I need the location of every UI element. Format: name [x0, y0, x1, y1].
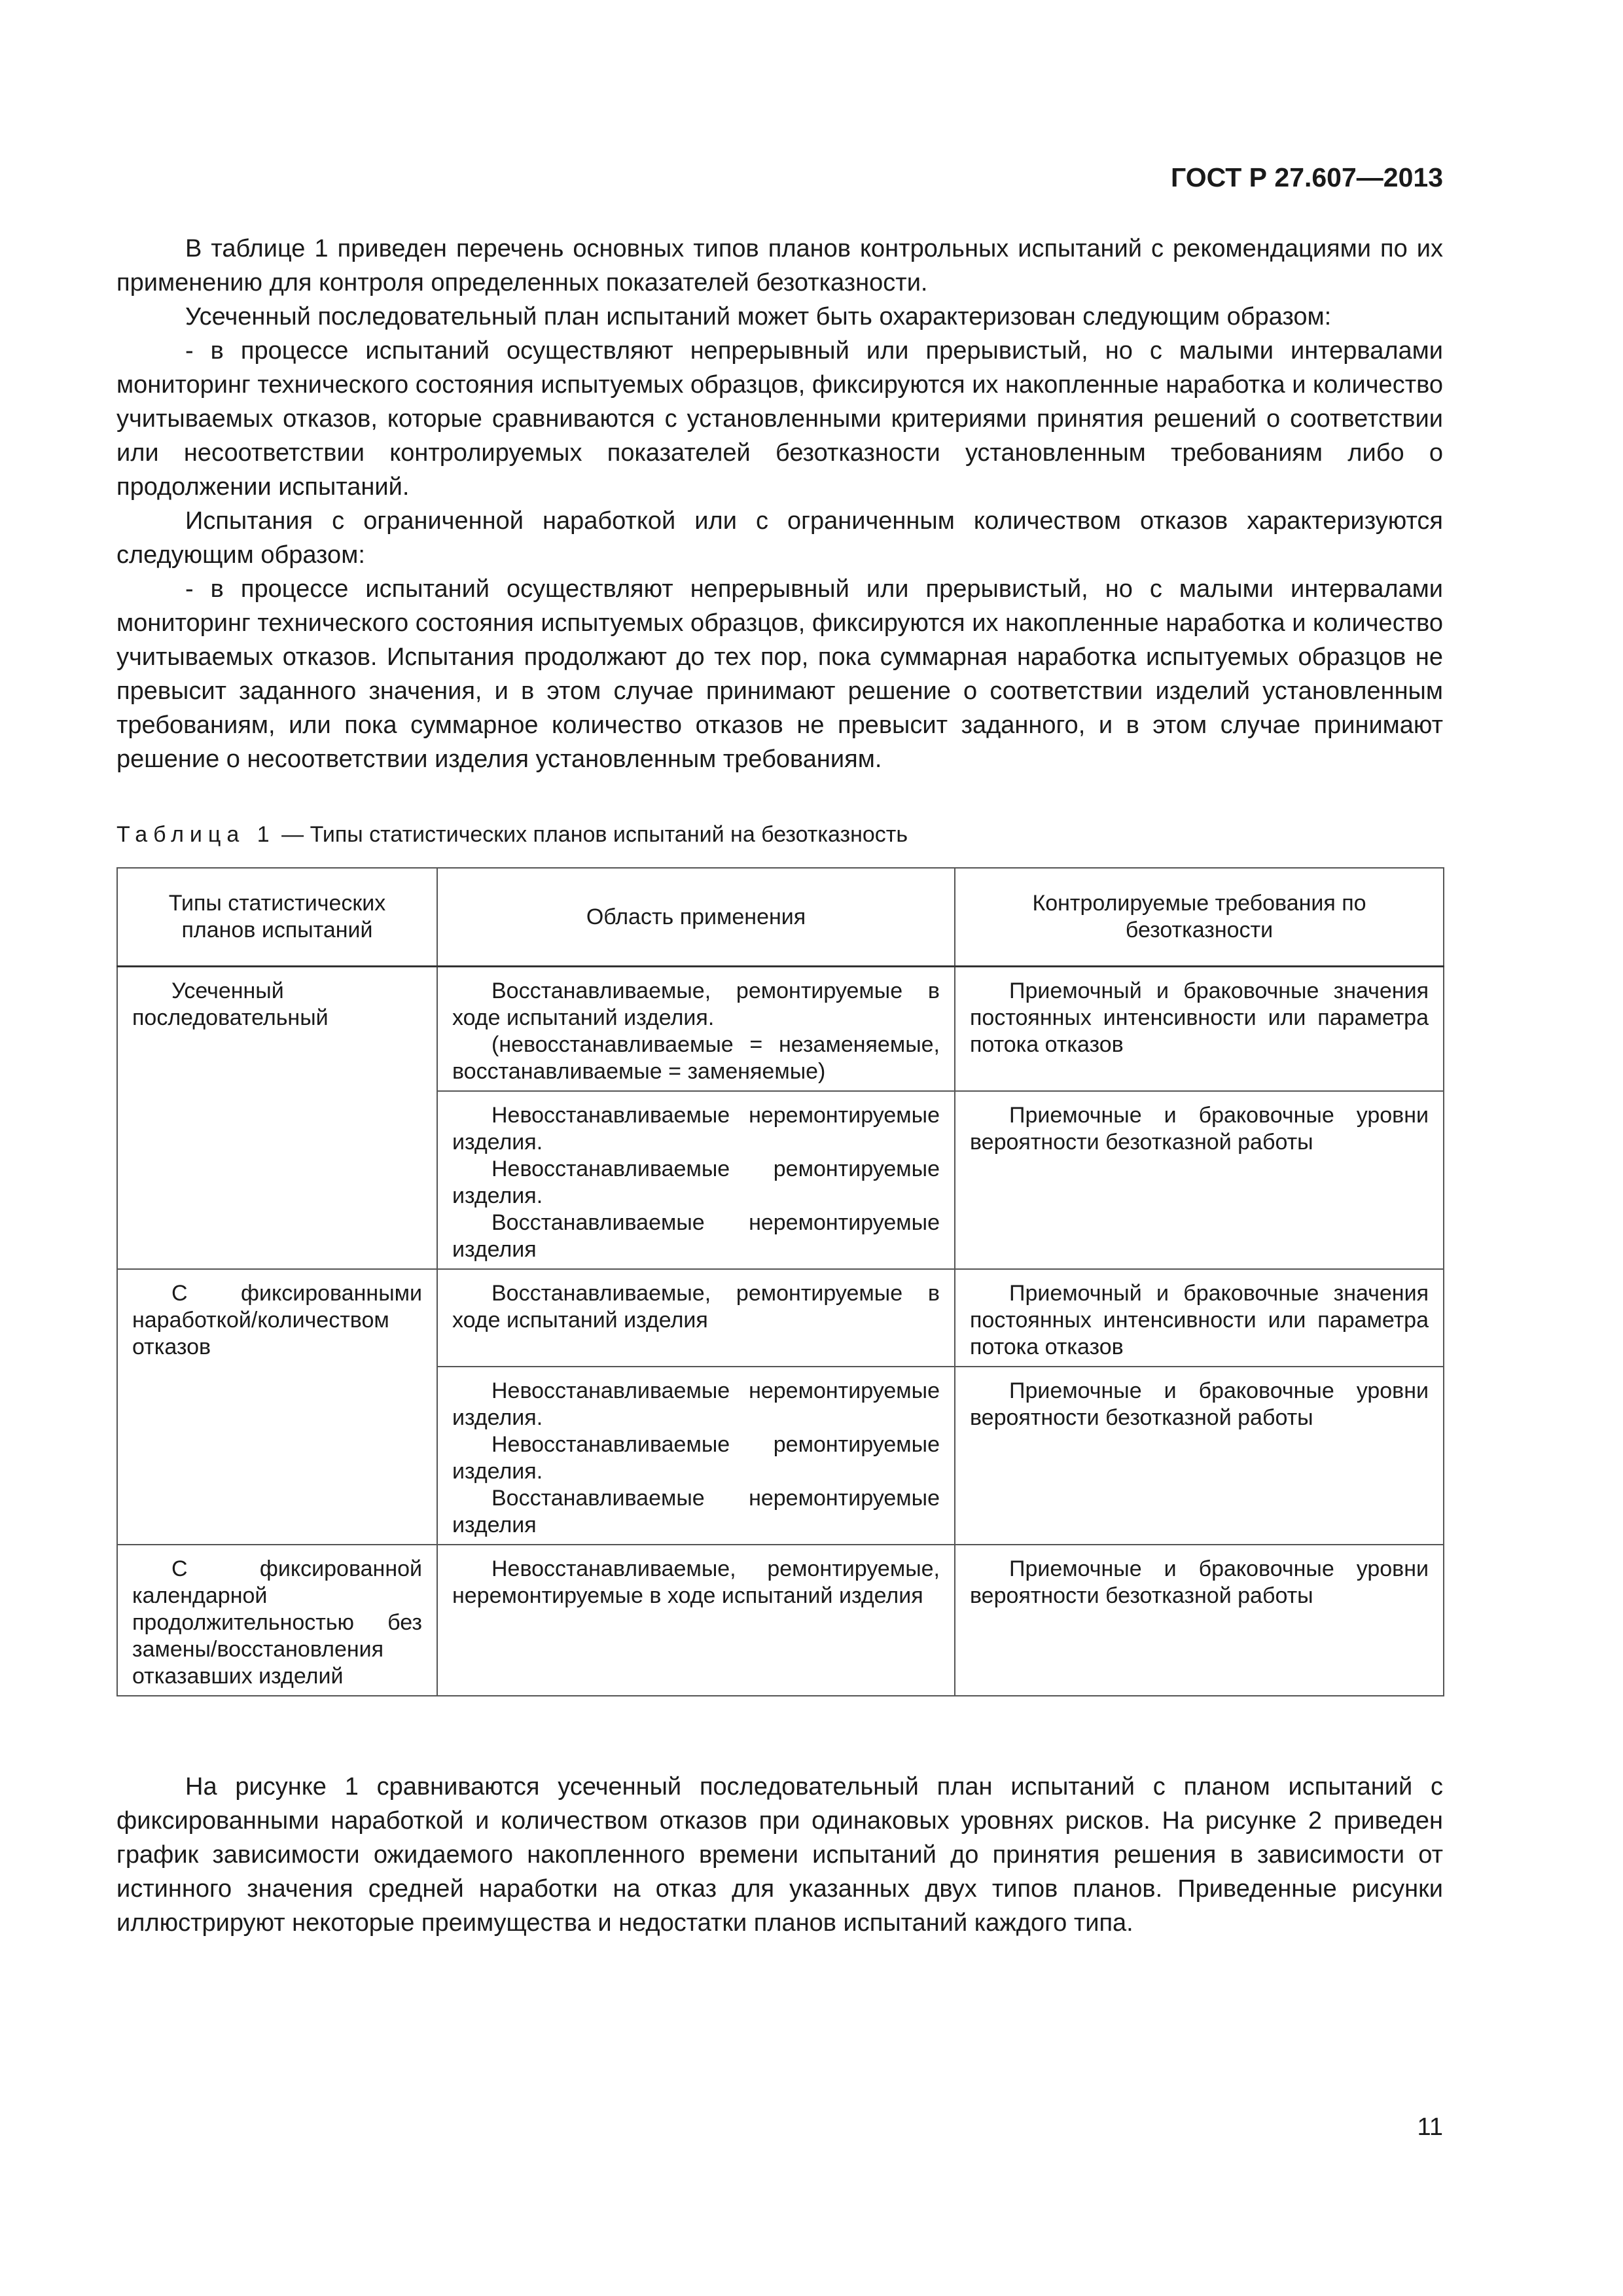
page-number: 11	[1417, 2113, 1443, 2141]
column-header-type: Типы статистических планов испытаний	[117, 868, 437, 967]
paragraph: На рисунке 1 сравниваются усеченный последовательный план испытаний с планом испытаний с фиксированными наработкой и количеством отказов при одинаковых уровнях рисков. На рисунке 2 приведен график зависимости ожидаемого накопленного времени испытаний до принятия решения в зависимости от истинного значения средней наработки на отказ для указанных двух типов планов. Приведенные рисунки иллюстрируют некоторые преимущества и недостатки планов испытаний каждого типа.	[116, 1773, 1443, 1937]
list-item: - в процессе испытаний осуществляют непрерывный или прерывистый, но с малыми интервалами мониторинг технического состояния испытуемых образцов, фиксируются их накопленные наработка и количество учитываемых отказов, которые сравниваются с установленными критериями принятия решений о соответствии или несоответствии контролируемых показателей безотказности установленным требованиям либо о продолжении испытаний.	[116, 337, 1443, 501]
requirements-cell: Приемочные и браковочные уровни вероятности безотказной работы	[955, 1545, 1444, 1696]
scope-cell: Восстанавливаемые, ремонтируемые в ходе испытаний изделия. (невосстанавливаемые = незаменяемые, восстанавливаемые = заменяемые)	[437, 967, 955, 1092]
table-row	[117, 1545, 1444, 1696]
test-plans-table	[116, 867, 1444, 1696]
scope-cell: Восстанавливаемые, ремонтируемые в ходе испытаний изделия	[437, 1269, 955, 1367]
paragraph: Усеченный последовательный план испытаний может быть охарактеризован следующим образом:	[185, 303, 1332, 331]
scope-cell: Невосстанавливаемые неремонтируемые изделия. Невосстанавливаемые ремонтируемые изделия. Восстанавливаемые неремонтируемые изделия	[437, 1091, 955, 1269]
requirements-cell: Приемочный и браковочные значения постоянных интенсивности или параметра потока отказов	[955, 1269, 1444, 1367]
standard-header: ГОСТ Р 27.607—2013	[1171, 162, 1443, 192]
requirements-cell: Приемочные и браковочные уровни вероятности безотказной работы	[955, 1091, 1444, 1269]
table-row	[117, 967, 1444, 1092]
paragraph: Испытания с ограниченной наработкой или с ограниченным количеством отказов характеризуются следующим образом:	[116, 507, 1443, 569]
requirements-cell: Приемочные и браковочные уровни вероятности безотказной работы	[955, 1367, 1444, 1545]
intro-text	[116, 232, 1443, 776]
plan-type-cell: С фиксированной календарной продолжительностью без замены/восстановления отказавших изделий	[117, 1545, 437, 1696]
table-row	[117, 1269, 1444, 1367]
requirements-cell: Приемочный и браковочные значения постоянных интенсивности или параметра потока отказов	[955, 967, 1444, 1092]
outro-text	[116, 1770, 1443, 1940]
scope-cell: Невосстанавливаемые, ремонтируемые, неремонтируемые в ходе испытаний изделия	[437, 1545, 955, 1696]
table-caption-number: Таблица 1	[116, 822, 276, 847]
list-item: - в процессе испытаний осуществляют непрерывный или прерывистый, но с малыми интервалами мониторинг технического состояния испытуемых образцов, фиксируются их накопленные наработка и количество учитываемых отказов. Испытания продолжают до тех пор, пока суммарная наработка испытуемых образцов не превысит заданного значения, и в этом случае принимают решение о соответствии изделий установленным требованиям, или пока суммарное количество отказов не превысит заданного, и в этом случае принимают решение о несоответствии изделия установленным требованиям.	[116, 575, 1443, 773]
plan-type-cell: Усеченный последовательный	[117, 967, 437, 1270]
scope-cell: Невосстанавливаемые неремонтируемые изделия. Невосстанавливаемые ремонтируемые изделия. Восстанавливаемые неремонтируемые изделия	[437, 1367, 955, 1545]
paragraph: В таблице 1 приведен перечень основных типов планов контрольных испытаний с рекомендациями по их применению для контроля определенных показателей безотказности.	[116, 235, 1443, 296]
table-caption	[116, 822, 908, 848]
table-header-row	[117, 868, 1444, 967]
column-header-scope: Область применения	[437, 868, 955, 967]
table-caption-title: — Типы статистических планов испытаний на безотказность	[275, 822, 908, 847]
column-header-requirements: Контролируемые требования по безотказности	[955, 868, 1444, 967]
plan-type-cell: С фиксированными наработкой/количеством отказов	[117, 1269, 437, 1545]
